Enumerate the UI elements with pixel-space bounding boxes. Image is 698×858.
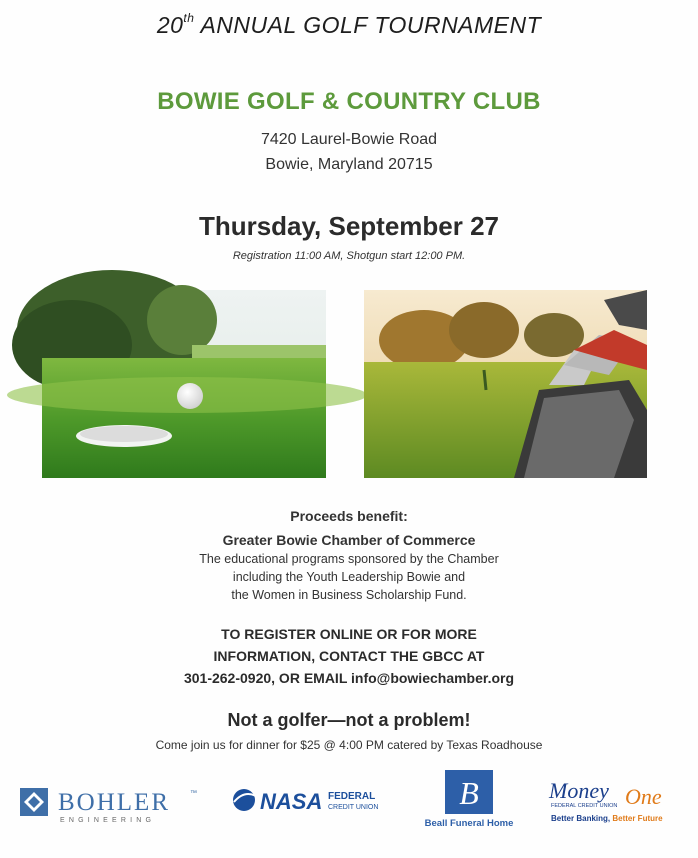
golf-ball-photo: [42, 290, 326, 478]
register-contact-line: 301-262-0920, OR EMAIL info@bowiechamber.org: [183, 670, 515, 686]
register-line: INFORMATION, CONTACT THE GBCC AT: [213, 648, 485, 664]
address-city: Bowie, Maryland 20715: [265, 156, 433, 173]
beall-name: Beall Funeral Home: [424, 818, 514, 829]
proceeds-heading: Proceeds benefit:: [290, 508, 408, 524]
golf-bag-photo: [364, 290, 647, 478]
money-one: One: [625, 784, 662, 809]
bohler-name: BOHLER: [58, 789, 170, 816]
address-street: 7420 Laurel-Bowie Road: [260, 131, 438, 148]
venue-name: BOWIE GOLF & COUNTRY CLUB: [157, 88, 541, 115]
benefit-description-line: including the Youth Leadership Bowie and: [232, 570, 466, 584]
benefit-description-line: The educational programs sponsored by the Chamber: [199, 552, 499, 566]
nasa-fcu-logo: [230, 770, 400, 830]
beall-funeral-home-logo: [424, 770, 520, 830]
money-name: Money: [549, 778, 609, 803]
title-ordinal: th: [183, 11, 195, 26]
beall-monogram: B: [459, 775, 479, 811]
nasa-sub1: FEDERAL: [328, 791, 376, 802]
money-tagline-part1: Better Banking,: [551, 814, 613, 823]
bohler-tm: ™: [190, 790, 197, 797]
money-tagline-part2: Better Future: [612, 814, 663, 823]
dinner-heading: Not a golfer—not a problem!: [227, 710, 471, 730]
event-date: Thursday, September 27: [198, 211, 500, 241]
money-sub: FEDERAL CREDIT UNION: [551, 803, 618, 809]
beneficiary-name: Greater Bowie Chamber of Commerce: [222, 532, 476, 548]
bohler-logo: [18, 770, 208, 830]
register-line: TO REGISTER ONLINE OR FOR MORE: [221, 626, 477, 642]
event-times: Registration 11:00 AM, Shotgun start 12:00 PM.: [232, 250, 466, 262]
bohler-sub: ENGINEERING: [60, 817, 156, 824]
money-one-logo: [545, 770, 680, 830]
nasa-sub2: CREDIT UNION: [328, 804, 379, 811]
nasa-name: NASA: [260, 789, 323, 814]
money-tagline: [551, 814, 663, 823]
benefit-description-line: the Women in Business Scholarship Fund.: [231, 588, 467, 602]
dinner-text: Come join us for dinner for $25 @ 4:00 PM catered by Texas Roadhouse: [155, 738, 543, 752]
title-text: ANNUAL GOLF TOURNAMENT: [194, 12, 542, 38]
title-number: 20: [156, 12, 184, 38]
page-title: [0, 12, 698, 39]
